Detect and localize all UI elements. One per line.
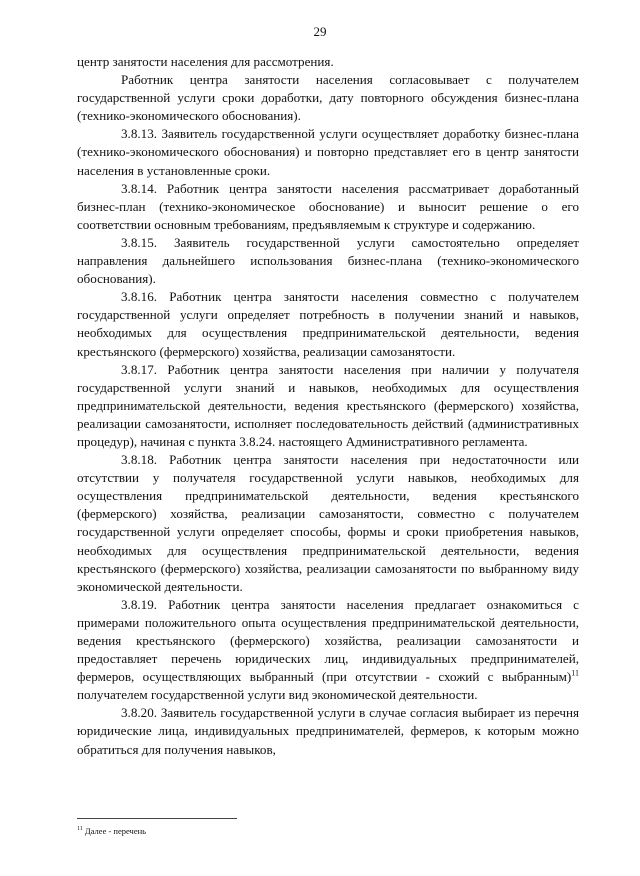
footnote-text: Далее - перечень — [84, 826, 147, 836]
page-number: 29 — [313, 24, 327, 39]
paragraph-3-8-19-text: 3.8.19. Работник центра занятости населения предлагает ознакомиться с примерами положительного опыта осуществления предпринимательской деятельности, ведения крестьянского (фермерского) хозяйства, реализации самозанятости и предоставляет перечень юридических лиц, индивидуальных предпринимателей, фермеров, осуществляющих выбранный (при отсутствии - схожий с выбранным) — [77, 596, 579, 685]
paragraph-3-8-15: 3.8.15. Заявитель государственной услуги самостоятельно определяет направления дальнейшего использования бизнес-плана (технико-экономического обоснования). — [77, 234, 579, 287]
paragraph-3-8-20: 3.8.20. Заявитель государственной услуги в случае согласия выбирает из перечня юридические лица, индивидуальных предпринимателей, фермеров, к которым можно обратиться для получения навыков, — [77, 705, 579, 757]
footnote-number: 11 — [77, 826, 83, 833]
paragraph-2: Работник центра занятости населения согласовывает с получателем государственной услуги сроки доработки, дату повторного обсуждения бизнес-плана (технико-экономического обоснования). — [77, 72, 579, 124]
paragraph-3-8-14: 3.8.14. Работник центра занятости населения рассматривает доработанный бизнес-план (технико-экономическое обоснование) и выносит решение о его соответствии основным требованиям, предъявляемым к структуре и содержанию. — [77, 180, 579, 232]
footnote — [77, 826, 146, 836]
paragraph-3-8-17: 3.8.17. Работник центра занятости населения при наличии у получателя государственной услуги знаний и навыков, необходимых для осуществления предпринимательской деятельности, ведения крестьянского (фермерского) хозяйства, реализации самозанятости, исполняет последовательность действий (административных процедур), начиная с пункта 3.8.24. настоящего Административного регламента. — [77, 361, 579, 449]
paragraph-3-8-19 — [77, 596, 579, 705]
paragraph-3-8-18: 3.8.18. Работник центра занятости населения при недостаточности или отсутствии у получателя государственной услуги навыков, необходимых для осуществления предпринимательской деятельности, ведения крестьянского (фермерского) хозяйства, реализации самозанятости, совместно с получателем государственной услуги определяет способы, формы и сроки приобретения навыков, необходимых для осуществления предпринимательской деятельности, ведения крестьянского (фермерского) хозяйства, реализации самозанятости по выбранному виду экономической деятельности. — [77, 452, 579, 594]
footnote-divider — [77, 818, 237, 819]
document-body — [77, 53, 579, 759]
footnote-reference: 11 — [571, 668, 579, 678]
paragraph-1: центр занятости населения для рассмотрения. — [77, 54, 334, 69]
paragraph-3-8-19-text-after: получателем государственной услуги вид экономической деятельности. — [77, 687, 478, 703]
paragraph-3-8-13: 3.8.13. Заявитель государственной услуги осуществляет доработку бизнес-плана (технико-экономического обоснования) и повторно представляет его в центр занятости населения в установленные сроки. — [77, 126, 579, 178]
paragraph-3-8-16: 3.8.16. Работник центра занятости населения совместно с получателем государственной услуги определяет потребность в получении знаний и навыков, необходимых для осуществления предпринимательской деятельности, ведения крестьянского (фермерского) хозяйства, реализации самозанятости. — [77, 289, 579, 359]
